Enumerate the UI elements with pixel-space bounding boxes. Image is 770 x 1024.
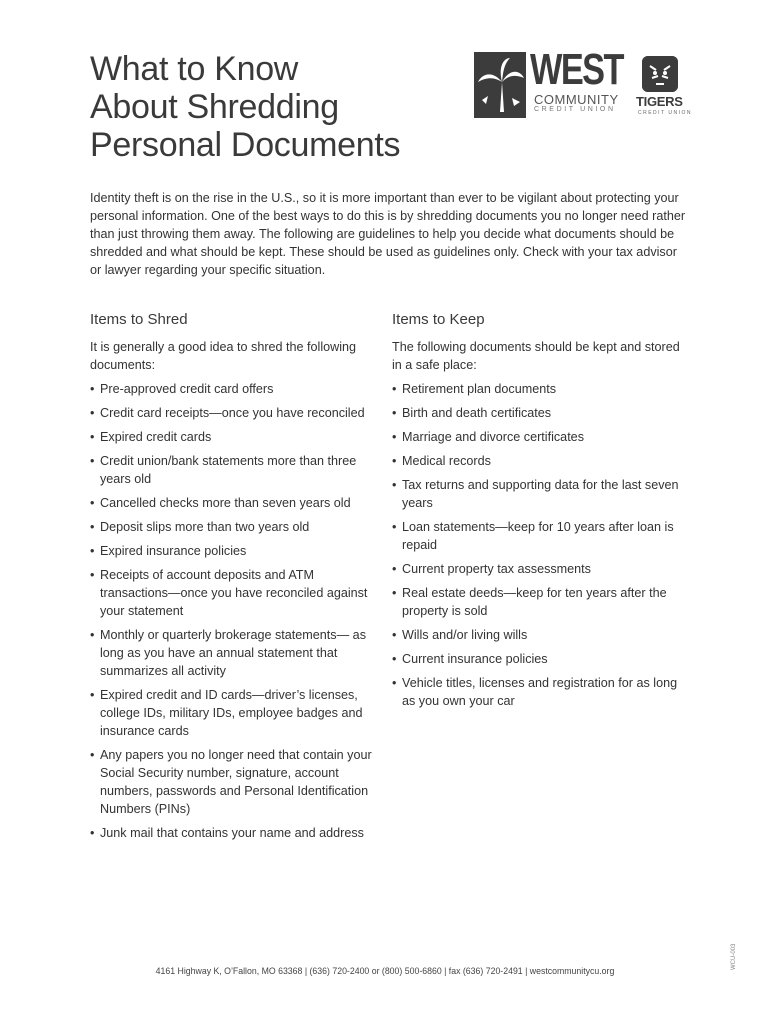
- palm-tree-emblem-icon: [474, 52, 526, 118]
- list-item: • Loan statements—keep for 10 years after loan is repaid: [392, 518, 692, 554]
- shred-list: [90, 380, 382, 842]
- list-item: • Expired credit and ID cards—driver’s licenses, college IDs, military IDs, employee badges and insurance cards: [90, 686, 382, 740]
- tigers-wordmark: TIGERS: [636, 94, 683, 109]
- intro-paragraph: Identity theft is on the rise in the U.S., so it is more important than ever to be vigilant about protecting your personal information. One of the best ways to do this is by shredding documents you no longer need rather than just throwing them away. The following are guidelines to help you decide what documents should be shredded and what should be kept. These should be used as guidelines only. Check with your tax advisor or lawyer regarding your specific situation.: [90, 191, 686, 277]
- keep-list: [392, 380, 692, 710]
- tigers-logo: [636, 52, 693, 118]
- title-line-3: Personal Documents: [90, 126, 401, 164]
- page-title: [90, 50, 400, 164]
- items-to-keep-section: [392, 310, 692, 716]
- list-item: • Cancelled checks more than seven years old: [90, 494, 382, 512]
- shred-heading: Items to Shred: [90, 311, 188, 328]
- list-item: • Expired credit cards: [90, 428, 382, 446]
- list-item: • Receipts of account deposits and ATM transactions—once you have reconciled against your statement: [90, 566, 382, 620]
- list-item: • Retirement plan documents: [392, 380, 692, 398]
- list-item: • Credit union/bank statements more than three years old: [90, 452, 382, 488]
- list-item: • Deposit slips more than two years old: [90, 518, 382, 536]
- list-item: • Marriage and divorce certificates: [392, 428, 692, 446]
- west-wordmark: WEST: [530, 45, 623, 94]
- list-item: • Expired insurance policies: [90, 542, 382, 560]
- list-item: • Current insurance policies: [392, 650, 692, 668]
- tiger-face-icon: [642, 56, 678, 92]
- title-line-1: What to Know: [90, 50, 299, 88]
- list-item: • Wills and/or living wills: [392, 626, 692, 644]
- list-item: • Tax returns and supporting data for the last seven years: [392, 476, 692, 512]
- west-community-text: COMMUNITY: [534, 92, 619, 107]
- shred-lead: It is generally a good idea to shred the following documents:: [90, 340, 357, 372]
- list-item: • Current property tax assessments: [392, 560, 692, 578]
- list-item: • Vehicle titles, licenses and registration for as long as you own your car: [392, 674, 692, 710]
- list-item: • Medical records: [392, 452, 692, 470]
- list-item: • Credit card receipts—once you have reconciled: [90, 404, 382, 422]
- list-item: • Pre-approved credit card offers: [90, 380, 382, 398]
- list-item: • Birth and death certificates: [392, 404, 692, 422]
- west-community-logo: [474, 45, 623, 118]
- document-code: WCU-003: [731, 943, 737, 970]
- list-item: • Monthly or quarterly brokerage statements— as long as you have an annual statement that summarizes all activity: [90, 626, 382, 680]
- title-line-2: About Shredding: [90, 88, 339, 126]
- west-credit-union-text: CREDIT UNION: [534, 106, 616, 113]
- keep-lead: The following documents should be kept and stored in a safe place:: [392, 340, 680, 372]
- list-item: • Junk mail that contains your name and address: [90, 824, 382, 842]
- items-to-shred-section: [90, 310, 382, 848]
- footer-contact-line: 4161 Highway K, O’Fallon, MO 63368 | (636) 720-2400 or (800) 500-6860 | fax (636) 720-2491 | westcommunitycu.org: [155, 966, 615, 977]
- keep-heading: Items to Keep: [392, 311, 485, 328]
- list-item: • Any papers you no longer need that contain your Social Security number, signature, account numbers, passwords and Personal Identification Numbers (PINs): [90, 746, 382, 818]
- list-item: • Real estate deeds—keep for ten years after the property is sold: [392, 584, 692, 620]
- tigers-credit-union-text: CREDIT UNION: [638, 110, 693, 116]
